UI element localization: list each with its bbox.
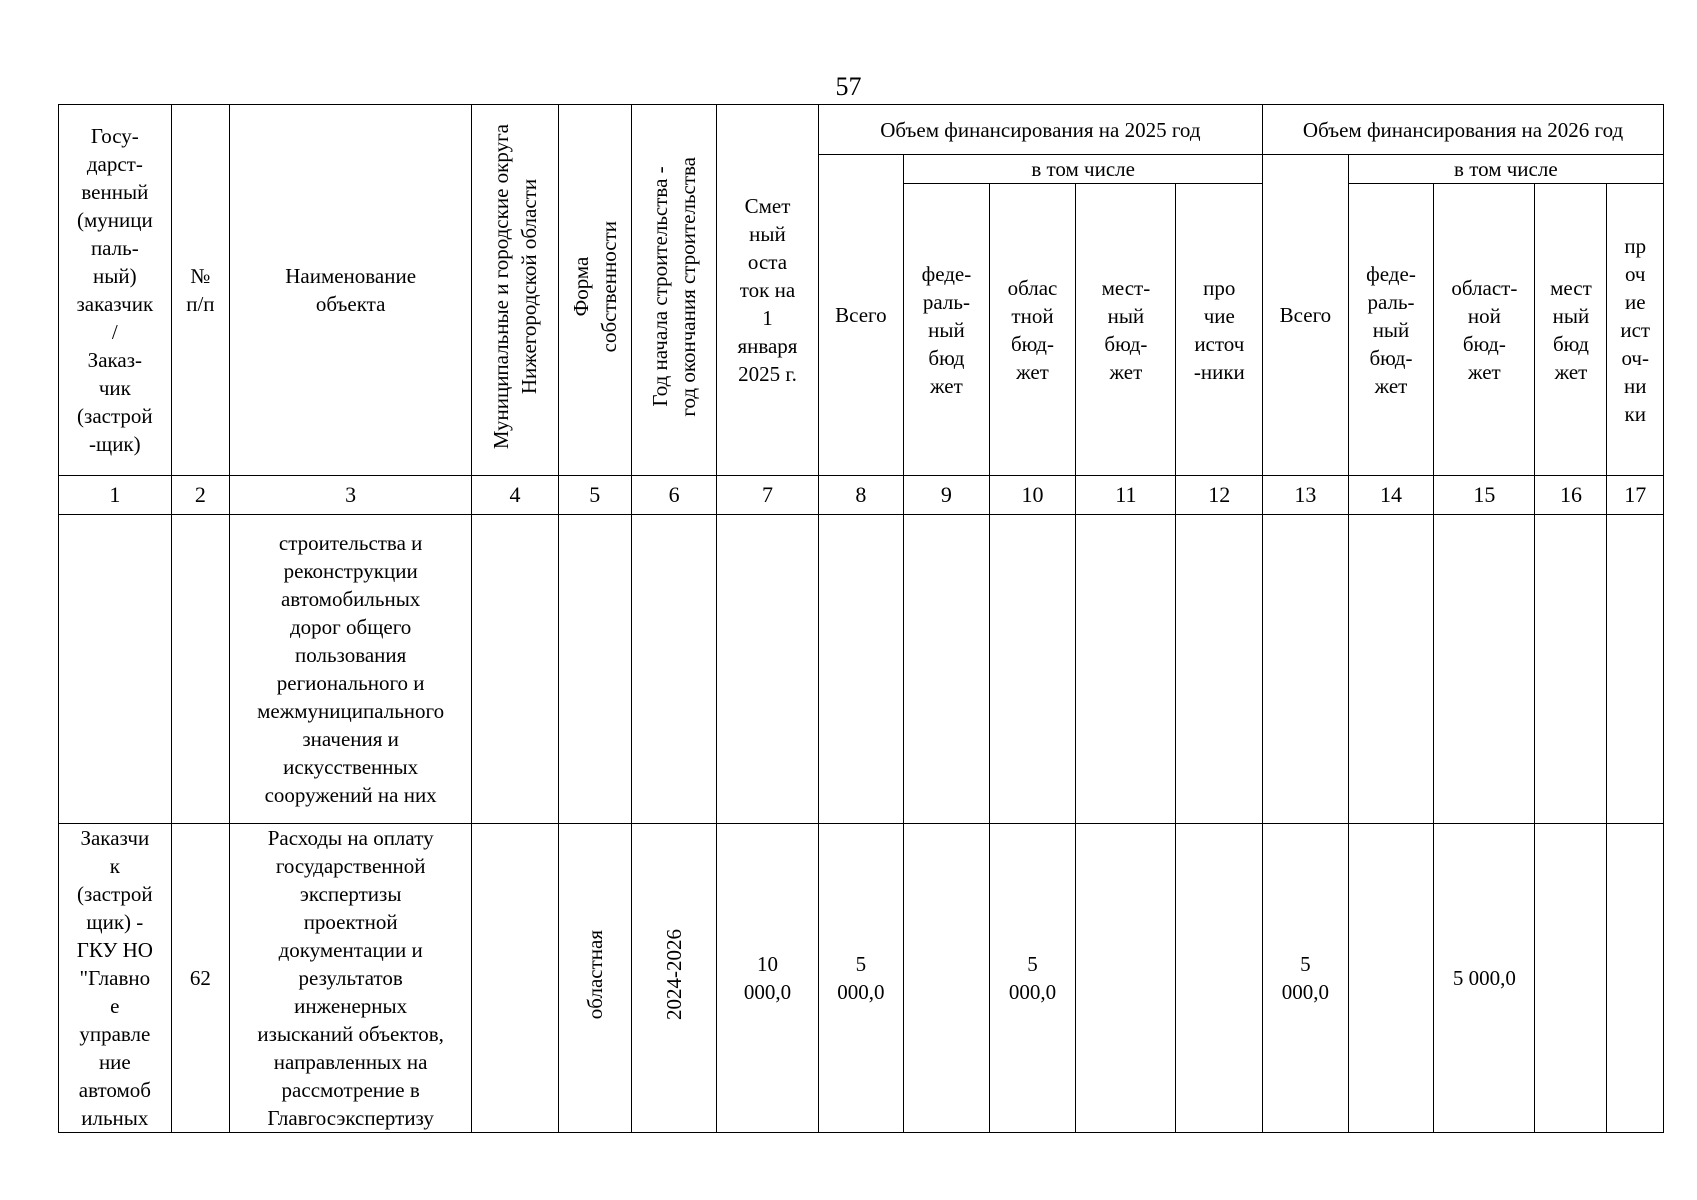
header-2025-total: Всего [818,155,904,476]
cell-ownership [558,824,631,1133]
cell-2025-local [1076,515,1176,824]
cell-customer [59,515,172,824]
cell-2026-total: 5 000,0 [1263,824,1349,1133]
cell-2025-other [1176,515,1263,824]
header-district [472,105,559,476]
cell-2026-local [1535,515,1607,824]
header-2025-including: в том числе [904,155,1263,184]
cell-2025-federal [904,824,990,1133]
cell-2026-federal [1348,824,1434,1133]
column-number: 2 [171,476,229,515]
column-number: 14 [1348,476,1434,515]
cell-2026-total [1263,515,1349,824]
header-2025-local: мест- ный бюд- жет [1076,184,1176,476]
column-number: 7 [717,476,818,515]
cell-customer: Заказчи к (застрой щик) - ГКУ НО "Главно е управле ние автомоб ильных [59,824,172,1133]
cell-ownership [558,515,631,824]
cell-district [472,515,559,824]
header-2026-total: Всего [1263,155,1349,476]
header-2025-regional: облас тной бюд- жет [989,184,1076,476]
header-2025-federal: феде- раль- ный бюд жет [904,184,990,476]
column-number: 12 [1176,476,1263,515]
header-row-number: № п/п [171,105,229,476]
header-2025-other: про чие источ -ники [1176,184,1263,476]
cell-estimate [717,515,818,824]
header-construction-years-text: Год начала строительства - год окончания строительства [648,156,701,417]
cell-ownership-text: областная [582,929,607,1020]
cell-years-text: 2024-2026 [662,929,687,1020]
column-number: 17 [1607,476,1664,515]
column-number: 10 [989,476,1076,515]
column-number: 15 [1434,476,1535,515]
column-number: 5 [558,476,631,515]
cell-2026-federal [1348,515,1434,824]
column-number: 3 [230,476,472,515]
header-2026-local: мест ный бюд жет [1535,184,1607,476]
column-number: 1 [59,476,172,515]
column-number: 8 [818,476,904,515]
header-construction-years [631,105,717,476]
header-district-text: Муниципальные и городские округа Нижегородской области [488,123,541,450]
header-ownership-text: Форма собственности [568,220,621,353]
column-number: 4 [472,476,559,515]
cell-2025-local [1076,824,1176,1133]
cell-2025-total [818,515,904,824]
cell-2026-regional [1434,515,1535,824]
header-financing-2025: Объем финансирования на 2025 год [818,105,1263,155]
cell-district [472,824,559,1133]
header-2026-federal: феде- раль- ный бюд- жет [1348,184,1434,476]
cell-2025-total: 5 000,0 [818,824,904,1133]
cell-2026-local [1535,824,1607,1133]
header-2026-including: в том числе [1348,155,1663,184]
cell-estimate: 10 000,0 [717,824,818,1133]
cell-years [631,515,717,824]
cell-years [631,824,717,1133]
header-ownership [558,105,631,476]
cell-row-number [171,515,229,824]
cell-2026-other [1607,824,1664,1133]
column-number: 6 [631,476,717,515]
column-number: 9 [904,476,990,515]
cell-2025-regional [989,515,1076,824]
cell-2026-regional: 5 000,0 [1434,824,1535,1133]
cell-2025-other [1176,824,1263,1133]
column-number: 16 [1535,476,1607,515]
header-estimate-balance: Смет ный оста ток на 1 января 2025 г. [717,105,818,476]
header-object-name: Наименование объекта [230,105,472,476]
cell-2025-regional: 5 000,0 [989,824,1076,1133]
cell-2025-federal [904,515,990,824]
column-number: 13 [1263,476,1349,515]
column-number: 11 [1076,476,1176,515]
cell-2026-other [1607,515,1664,824]
header-2026-regional: област- ной бюд- жет [1434,184,1535,476]
table-row [59,515,1664,824]
page-number: 57 [835,72,862,101]
cell-row-number: 62 [171,824,229,1133]
financing-table [58,104,1664,1133]
table-row [59,824,1664,1133]
cell-object-name: Расходы на оплату государственной экспертизы проектной документации и результатов инженерных изысканий объектов, направленных на рассмотрение в Главгосэкспертизу [230,824,472,1133]
header-financing-2026: Объем финансирования на 2026 год [1263,105,1664,155]
cell-object-name: строительства и реконструкции автомобильных дорог общего пользования регионального и межмуниципального значения и искусственных сооружений на них [230,515,472,824]
header-customer: Госу- дарст- венный (муници паль- ный) заказчик / Заказ- чик (застрой -щик) [59,105,172,476]
header-2026-other: пр оч ие ист оч- ни ки [1607,184,1664,476]
